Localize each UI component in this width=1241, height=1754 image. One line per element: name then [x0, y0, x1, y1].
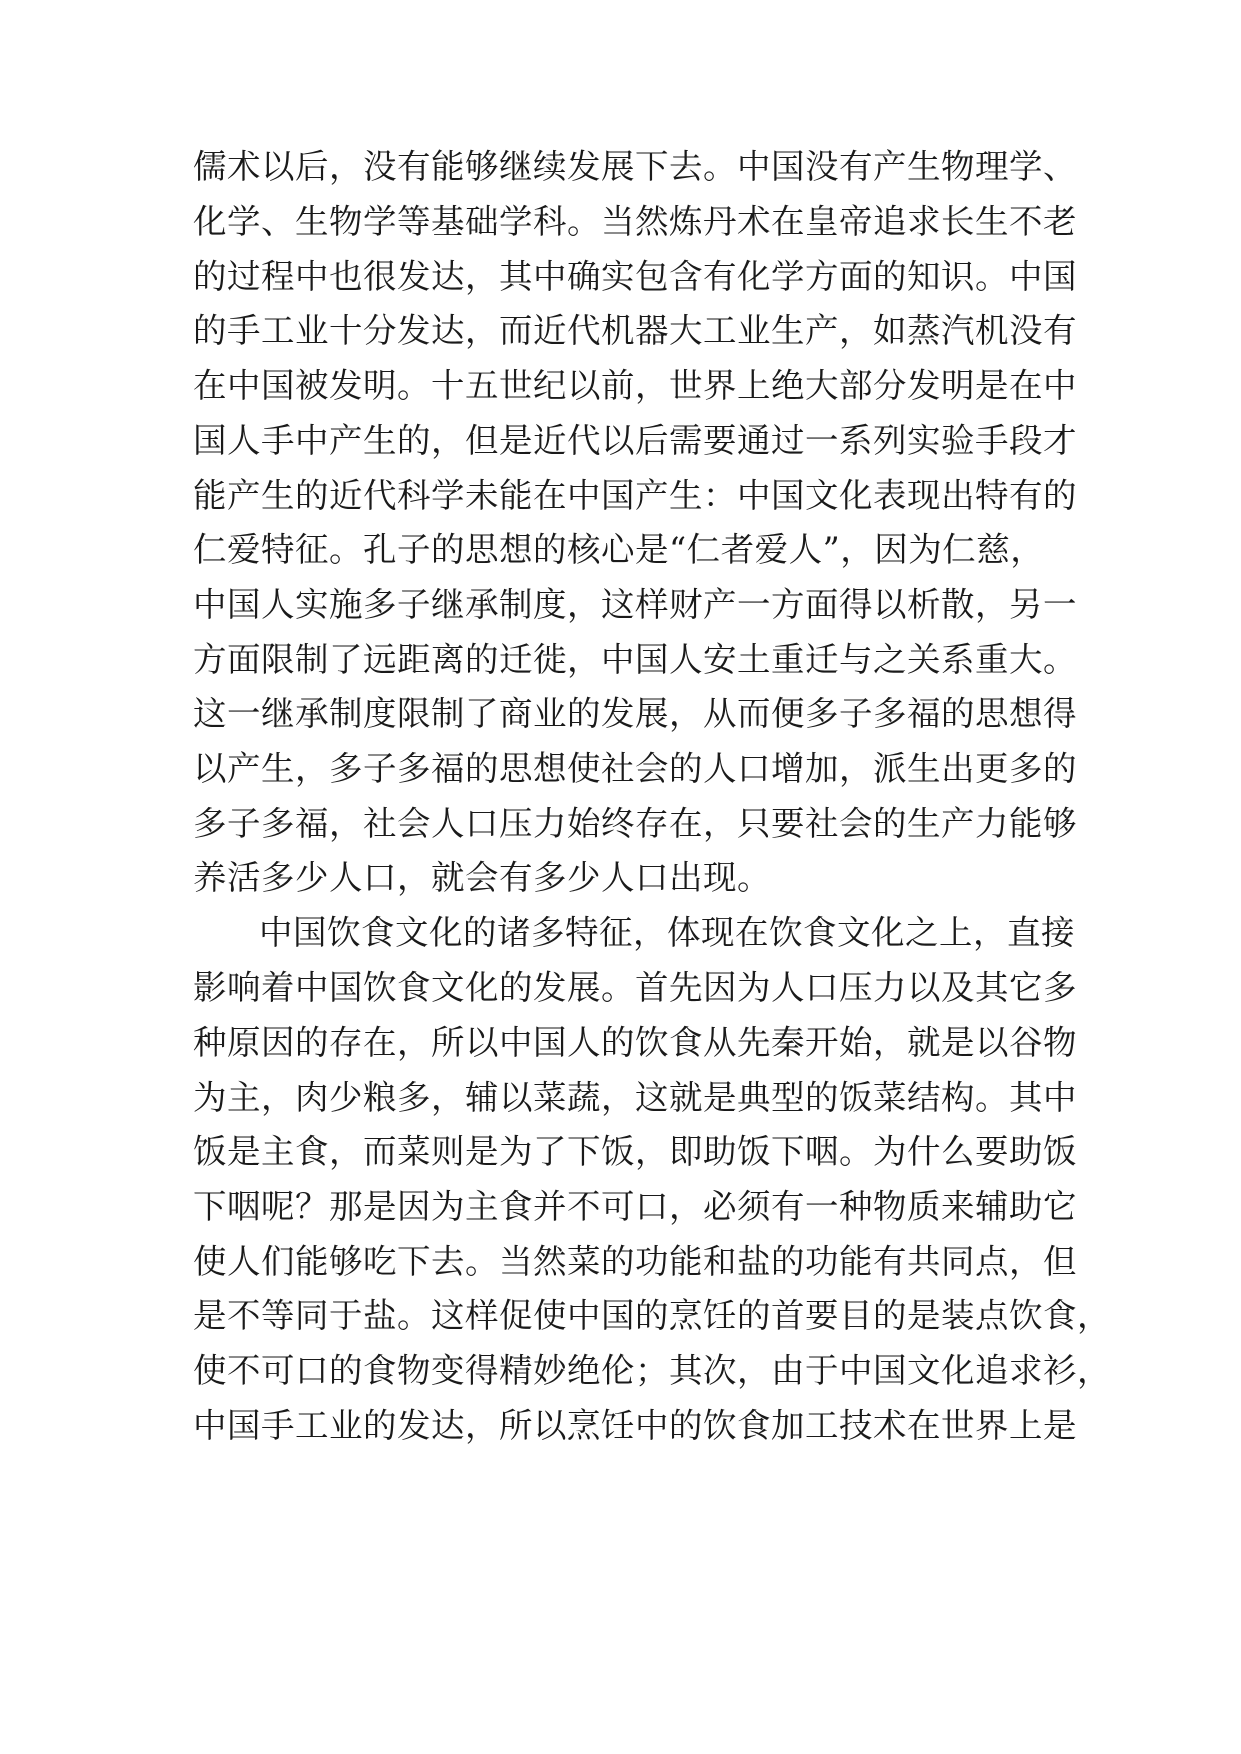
text-line: 使不可口的食物变得精妙绝伦；其次，由于中国文化追求衫，	[193, 1351, 1111, 1390]
text-line: 是不等同于盐。这样促使中国的烹饪的首要目的是装点饮食，	[193, 1296, 1111, 1335]
text-line: 国人手中产生的，但是近代以后需要通过一系列实验手段才	[193, 421, 1077, 460]
text-line: 中国人实施多子继承制度，这样财产一方面得以析散，另一	[193, 585, 1077, 624]
text-line: 这一继承制度限制了商业的发展，从而便多子多福的思想得	[193, 694, 1077, 733]
text-line: 影响着中国饮食文化的发展。首先因为人口压力以及其它多	[193, 968, 1077, 1007]
text-line: 以产生，多子多福的思想使社会的人口增加，派生出更多的	[193, 749, 1077, 788]
text-line: 为主，肉少粮多，辅以菜蔬，这就是典型的饭菜结构。其中	[193, 1078, 1077, 1117]
text-line: 种原因的存在，所以中国人的饮食从先秦开始，就是以谷物	[193, 1023, 1077, 1062]
text-line: 多子多福，社会人口压力始终存在，只要社会的生产力能够	[193, 804, 1077, 843]
text-line: 方面限制了远距离的迁徙，中国人安土重迁与之关系重大。	[193, 640, 1077, 679]
text-line: 儒术以后，没有能够继续发展下去。中国没有产生物理学、	[193, 147, 1077, 186]
text-line: 的手工业十分发达，而近代机器大工业生产，如蒸汽机没有	[193, 311, 1077, 350]
text-line: 养活多少人口，就会有多少人口出现。	[193, 858, 771, 897]
paragraph-first-line: 中国饮食文化的诸多特征，体现在饮食文化之上，直接	[259, 913, 1075, 952]
text-line: 的过程中也很发达，其中确实包含有化学方面的知识。中国	[193, 257, 1077, 296]
text-line: 下咽呢？那是因为主食并不可口，必须有一种物质来辅助它	[193, 1187, 1077, 1226]
text-line: 化学、生物学等基础学科。当然炼丹术在皇帝追求长生不老	[193, 202, 1077, 241]
text-line: 能产生的近代科学未能在中国产生：中国文化表现出特有的	[193, 476, 1077, 515]
text-line: 饭是主食，而菜则是为了下饭，即助饭下咽。为什么要助饭	[193, 1132, 1077, 1171]
text-line: 中国手工业的发达，所以烹饪中的饮食加工技术在世界上是	[193, 1406, 1077, 1445]
text-line: 使人们能够吃下去。当然菜的功能和盐的功能有共同点，但	[193, 1242, 1077, 1281]
text-line: 仁爱特征。孔子的思想的核心是“仁者爱人”，因为仁慈，	[193, 530, 1045, 569]
text-line: 在中国被发明。十五世纪以前，世界上绝大部分发明是在中	[193, 366, 1077, 405]
